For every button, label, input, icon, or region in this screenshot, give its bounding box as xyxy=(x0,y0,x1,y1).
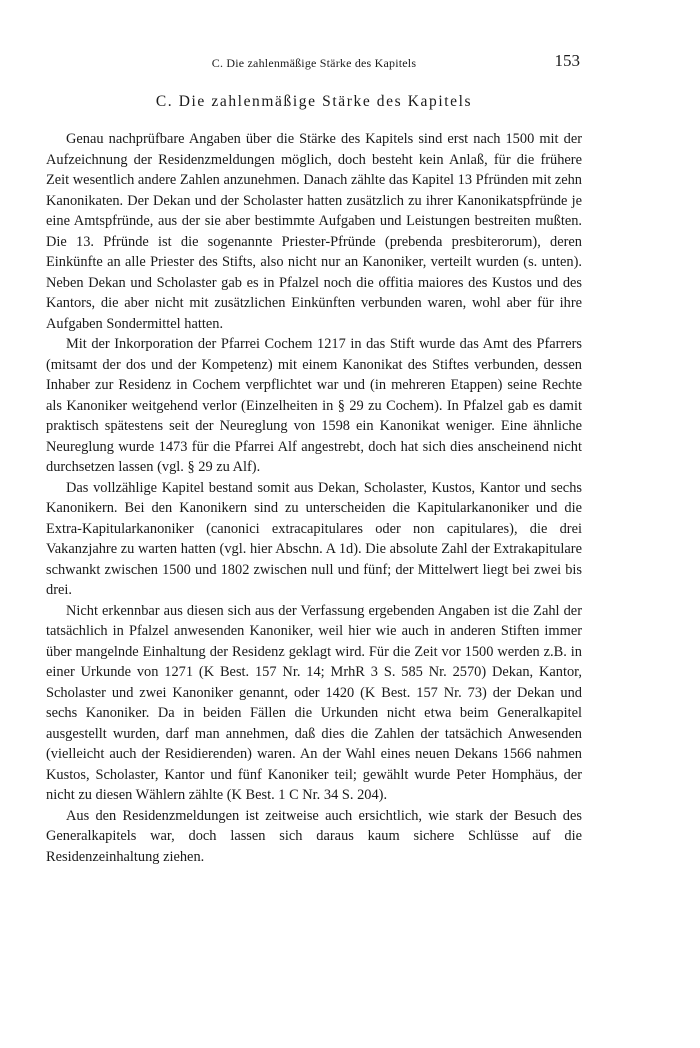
section-title: C. Die zahlenmäßige Stärke des Kapitels xyxy=(155,93,473,110)
paragraph: Genau nachprüfbare Angaben über die Stärke des Kapitels sind erst nach 1500 mit der Aufzeichnung der Residenzmeldungen möglich, doch besteht kein Anlaß, für die frühere Zeit wesentlich andere Zahlen anzunehmen. Danach zählte das Kapitel 13 Pfründen mit zehn Kanonikaten. Der Dekan und der Scholaster hatten zusätzlich zu ihrer Kanonikatspfründe je eine Amtspfründe, aus der sie aber bestimmte Aufgaben und Leistungen bestreiten mußten. Die 13. Pfründe ist die sogenannte Priester-Pfründe (prebenda presbiterorum), deren Einkünfte an alle Priester des Stifts, also nicht nur an Kanoniker, verteilt wurden (s. unten). Neben Dekan und Scholaster gab es in Pfalzel noch die offitia maiores des Kustos und des Kantors, die aber nicht mit zusätzlichen Einkünften verbunden waren, wohl aber für ihre Aufgaben Sondermittel hatten. xyxy=(46,131,582,332)
paragraph: Aus den Residenzmeldungen ist zeitweise auch ersichtlich, wie stark der Besuch des Generalkapitels war, doch lassen sich daraus kaum sichere Schlüsse auf die Residenzeinhaltung ziehen. xyxy=(46,807,582,865)
paragraph: Mit der Inkorporation der Pfarrei Cochem 1217 in das Stift wurde das Amt des Pfarrers (mitsamt der dos und der Kompetenz) mit einem Kanonikat des Stiftes verbunden, dessen Inhaber zur Residenz in Cochem verpflichtet war und (in mehreren Etappen) seine Rechte als Kanoniker weitgehend verlor (Einzelheiten in § 29 zu Cochem). In Pfalzel gab es damit praktisch spätestens seit der Neureglung von 1598 ein Kanonikat weniger. Eine ähnliche Neureglung wurde 1473 für die Pfarrei Alf angestrebt, doch hat sich dies anscheinend nicht durchsetzen lassen (vgl. § 29 zu Alf). xyxy=(46,336,582,475)
running-header xyxy=(46,50,582,74)
body-text xyxy=(46,129,582,867)
paragraph: Nicht erkennbar aus diesen sich aus der Verfassung ergebenden Angaben ist die Zahl der tatsächlich in Pfalzel anwesenden Kanoniker, weil hier wie auch in anderen Stiften immer über mangelnde Einhaltung der Residenz geklagt wird. Für die Zeit vor 1500 werden z.B. in einer Urkunde von 1271 (K Best. 157 Nr. 14; MrhR 3 S. 585 Nr. 2570) Dekan, Kantor, Scholaster und zwei Kanoniker genannt, oder 1420 (K Best. 157 Nr. 73) der Dekan und sechs Kanoniker. Da in beiden Fällen die Urkunden nicht etwa beim Generalkapitel ausgestellt wurden, darf man annehmen, daß dies die Zahlen der tatsächich Anwesenden (vielleicht auch der Residierenden) waren. An der Wahl eines neuen Dekans 1566 nahmen Kustos, Scholaster, Kantor und fünf Kanoniker teil; gewählt wurde Peter Homphäus, der nicht zu diesen Wählern zählte (K Best. 1 C Nr. 34 S. 204). xyxy=(46,602,582,803)
book-page xyxy=(46,50,582,867)
running-title: C. Die zahlenmäßige Stärke des Kapitels xyxy=(211,56,417,70)
page-number: 153 xyxy=(554,51,580,70)
paragraph: Das vollzählige Kapitel bestand somit aus Dekan, Scholaster, Kustos, Kantor und sechs Kanonikern. Bei den Kanonikern sind zu unterscheiden die Kapitularkanoniker und die Extra-Kapitularkanoniker (canonici extracapitulares oder non capitulares), die drei Vakanzjahre zu warten hatten (vgl. hier Abschn. A 1d). Die absolute Zahl der Extrakapitulare schwankt zwischen 1500 und 1802 zwischen null und fünf; der Mittelwert liegt bei zwei bis drei. xyxy=(46,479,582,598)
